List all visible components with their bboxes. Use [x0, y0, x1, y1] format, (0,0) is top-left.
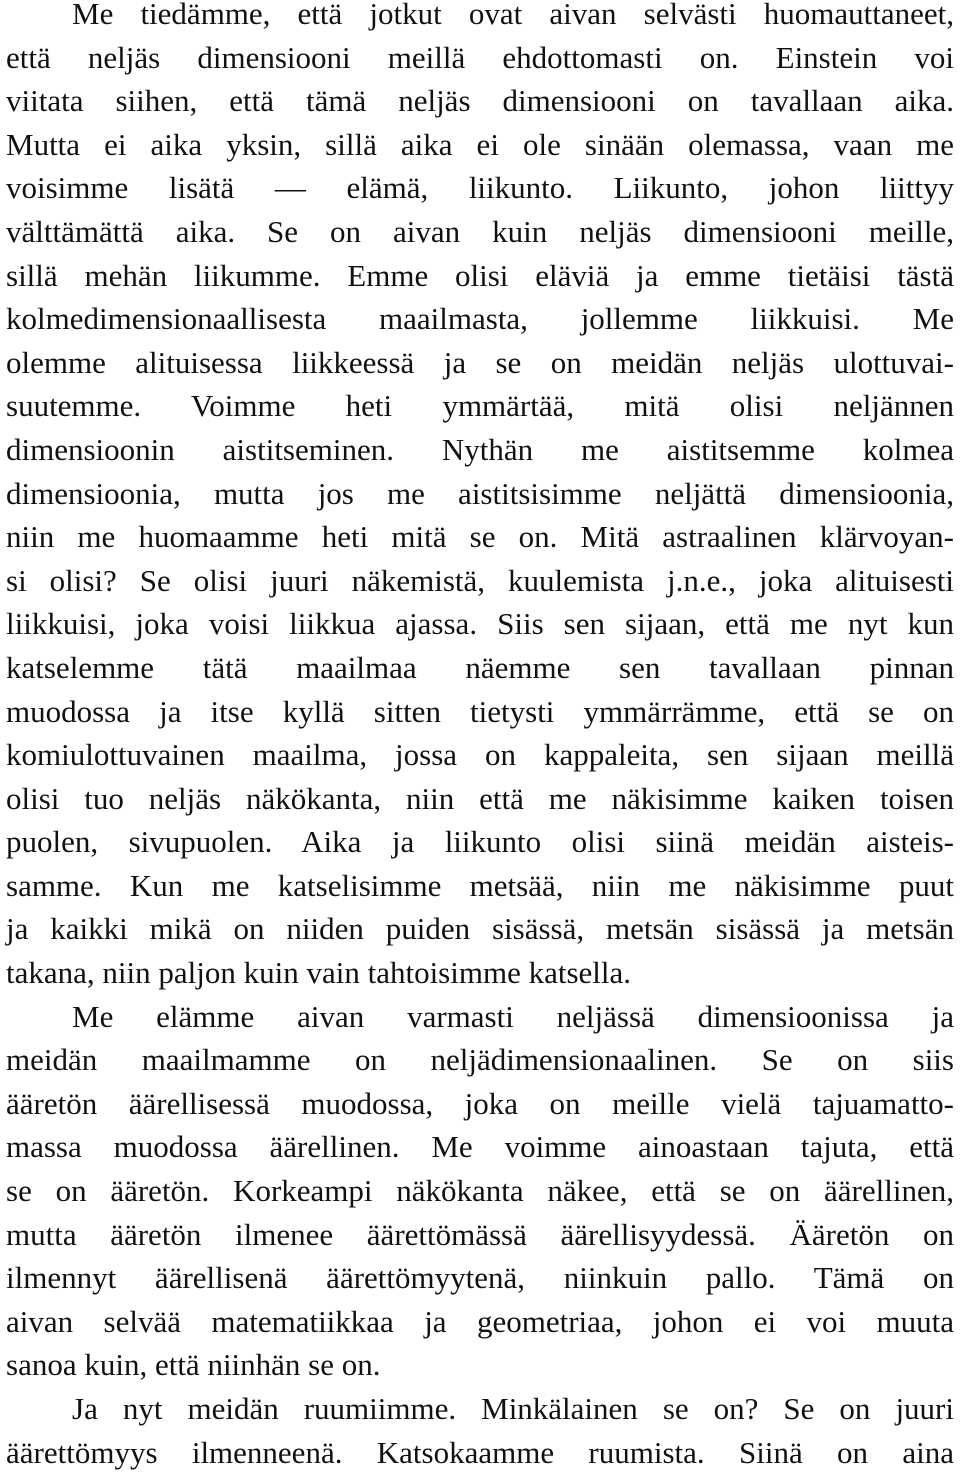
- text-line: äärettömyys ilmenneenä. Katsokaamme ruumista. Siinä on aina: [6, 1434, 954, 1470]
- text-line: sillä mehän liikumme. Emme olisi eläviä ja emme tietäisi tästä: [6, 257, 954, 293]
- text-line: dimensioonin aistitseminen. Nythän me aistitsemme kolmea: [6, 431, 954, 467]
- text-line: kolmedimensionaallisesta maailmasta, jollemme liikkuisi. Me: [6, 301, 954, 337]
- text-line: suutemme. Voimme heti ymmärtää, mitä olisi neljännen: [6, 388, 954, 424]
- text-line: komiulottuvainen maailma, jossa on kappaleita, sen sijaan meillä: [6, 737, 954, 773]
- text-line: Mutta ei aika yksin, sillä aika ei ole sinään olemassa, vaan me: [6, 126, 954, 162]
- text-line: että neljäs dimensiooni meillä ehdottomasti on. Einstein voi: [6, 39, 954, 75]
- text-line: voisimme lisätä — elämä, liikunto. Liikunto, johon liittyy: [6, 170, 954, 206]
- text-line: aivan selvää matematiikkaa ja geometriaa, johon ei voi muuta: [6, 1303, 954, 1339]
- text-line: Ja nyt meidän ruumiimme. Minkälainen se on? Se on juuri: [72, 1391, 954, 1426]
- text-line: ilmennyt äärellisenä äärettömyytenä, niinkuin pallo. Tämä on: [6, 1260, 954, 1296]
- text-line: massa muodossa äärellinen. Me voimme ainoastaan tajuta, että: [6, 1129, 954, 1165]
- text-line: viitata siihen, että tämä neljäs dimensiooni on tavallaan aika.: [6, 83, 954, 119]
- paragraph-3: [6, 1387, 954, 1474]
- text-line: muodossa ja itse kyllä sitten tietysti ymmärrämme, että se on: [6, 693, 954, 729]
- text-line: Me elämme aivan varmasti neljässä dimensioonissa ja: [72, 998, 954, 1034]
- text-line: olemme alituisessa liikkeessä ja se on meidän neljäs ulottuvai-: [6, 344, 954, 380]
- text-line: dimensioonia, mutta jos me aistitsisimme neljättä dimensioonia,: [6, 475, 954, 511]
- text-line: meidän maailmamme on neljädimensionaalinen. Se on siis: [6, 1042, 954, 1078]
- text-line: liikkuisi, joka voisi liikkua ajassa. Siis sen sijaan, että me nyt kun: [6, 606, 954, 642]
- text-line: katselemme tätä maailmaa näemme sen tavallaan pinnan: [6, 649, 954, 685]
- text-line: niin me huomaamme heti mitä se on. Mitä astraalinen klärvoyan-: [6, 519, 954, 555]
- document-page: [6, 0, 954, 1474]
- paragraph-1: [6, 0, 954, 995]
- text-line: olisi tuo neljäs näkökanta, niin että me näkisimme kaiken toisen: [6, 780, 954, 816]
- text-line: si olisi? Se olisi juuri näkemistä, kuulemista j.n.e., joka alituisesti: [6, 562, 954, 598]
- text-line: ja kaikki mikä on niiden puiden sisässä, metsän sisässä ja metsän: [6, 911, 954, 947]
- text-line: samme. Kun me katselisimme metsää, niin me näkisimme puut: [6, 867, 954, 903]
- text-line: Me tiedämme, että jotkut ovat aivan selvästi huomauttaneet,: [72, 0, 954, 31]
- text-line: välttämättä aika. Se on aivan kuin neljäs dimensiooni meille,: [6, 213, 954, 249]
- text-line: mutta ääretön ilmenee äärettömässä äärellisyydessä. Ääretön on: [6, 1216, 954, 1252]
- text-line: ääretön äärellisessä muodossa, joka on meille vielä tajuamatto-: [6, 1085, 954, 1121]
- text-line: se on ääretön. Korkeampi näkökanta näkee, että se on äärellinen,: [6, 1173, 954, 1209]
- text-line: sanoa kuin, että niinhän se on.: [6, 1347, 381, 1383]
- text-line: takana, niin paljon kuin vain tahtoisimme katsella.: [6, 955, 632, 991]
- paragraph-2: [6, 995, 954, 1387]
- text-line: puolen, sivupuolen. Aika ja liikunto olisi siinä meidän aisteis-: [6, 824, 954, 860]
